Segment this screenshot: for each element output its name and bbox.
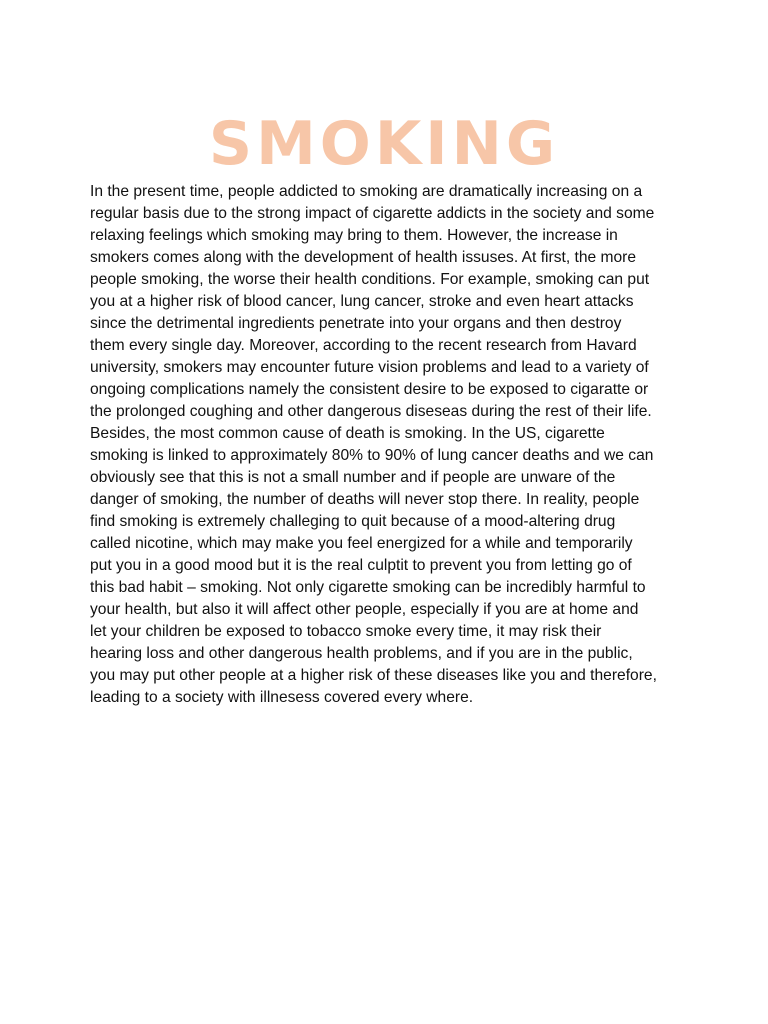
paragraph-line: relaxing feelings which smoking may bring to them. However, the increase in	[90, 227, 618, 244]
paragraph-line: called nicotine, which may make you feel energized for a while and temporarily	[90, 535, 633, 552]
paragraph-line: smoking is linked to approximately 80% to 90% of lung cancer deaths and we can	[90, 447, 654, 464]
paragraph-line: people smoking, the worse their health conditions. For example, smoking can put	[90, 271, 650, 288]
paragraph-line: the prolonged coughing and other dangerous diseseas during the rest of their life.	[90, 403, 652, 420]
paragraph-line: leading to a society with illnesess covered every where.	[90, 689, 474, 706]
document-title: SMOKING	[208, 109, 560, 179]
paragraph-line: university, smokers may encounter future vision problems and lead to a variety of	[90, 359, 649, 376]
paragraph-line: smokers comes along with the development of health issuses. At first, the more	[90, 249, 637, 266]
paragraph-line: put you in a good mood but it is the real culptit to prevent you from letting go of	[90, 557, 632, 574]
paragraph-line: obviously see that this is not a small number and if people are unware of the	[90, 469, 616, 486]
paragraph-line: Besides, the most common cause of death is smoking. In the US, cigarette	[90, 425, 605, 442]
paragraph-line: them every single day. Moreover, according to the recent research from Havard	[90, 337, 637, 354]
paragraph-line: regular basis due to the strong impact of cigarette addicts in the society and some	[90, 205, 655, 222]
paragraph-line: you may put other people at a higher risk of these diseases like you and therefore,	[90, 667, 657, 684]
paragraph-line: hearing loss and other dangerous health problems, and if you are in the public,	[90, 645, 633, 662]
paragraph-line: ongoing complications namely the consistent desire to be exposed to cigaratte or	[90, 381, 649, 398]
paragraph-line: In the present time, people addicted to smoking are dramatically increasing on a	[90, 183, 643, 200]
paragraph-line: danger of smoking, the number of deaths will never stop there. In reality, people	[90, 491, 640, 508]
paragraph-line: let your children be exposed to tobacco smoke every time, it may risk their	[90, 623, 602, 640]
paragraph-line: you at a higher risk of blood cancer, lung cancer, stroke and even heart attacks	[90, 293, 634, 310]
paragraph-line: find smoking is extremely challeging to quit because of a mood-altering drug	[90, 513, 616, 530]
body-paragraph	[90, 181, 680, 709]
paragraph-line: since the detrimental ingredients penetrate into your organs and then destroy	[90, 315, 622, 332]
paragraph-line: your health, but also it will affect other people, especially if you are at home and	[90, 601, 639, 618]
paragraph-line: this bad habit – smoking. Not only cigarette smoking can be incredibly harmful to	[90, 579, 646, 596]
